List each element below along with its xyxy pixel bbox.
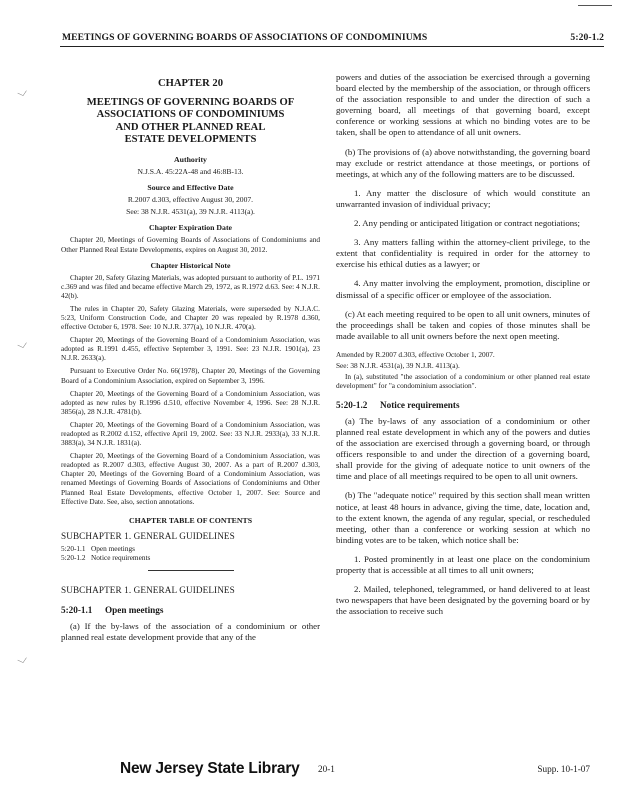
toc-entry-title: Notice requirements	[91, 552, 151, 562]
history-paragraph: Chapter 20, Meetings of the Governing Board of a Condominium Association, was adopted as new rules by R.1996 d.510, effective November 4, 1996. See: 28 N.J.R. 3856(a), 28 N.J.R. 4781(b).	[61, 388, 320, 416]
chapter-title-line: ASSOCIATIONS OF CONDOMINIUMS	[96, 109, 285, 121]
list-item: 2. Any pending or anticipated litigation or contract negotiations;	[354, 218, 580, 229]
section-paragraph: powers and duties of the association be exercised through a governing board elected by the membership of the association, or through officers of the association responsible to and under the direction of such a governing board, all meetings of that governing board, except conference or working sessions at which no binding votes are to be taken, shall be open to attendance of all unit owners.	[336, 72, 590, 138]
chapter-title-line: ESTATE DEVELOPMENTS	[124, 134, 257, 146]
running-head-section: 5:20-1.2	[570, 32, 604, 43]
history-paragraph: Chapter 20, Meetings of the Governing Board of a Condominium Association, was adopted as R.1991 d.455, effective September 3, 1991. See: 23 N.J.R. 1901(a), 23 N.J.R. 2633(a).	[61, 335, 320, 363]
section-title: Open meetings	[105, 604, 164, 615]
section-heading	[336, 400, 590, 410]
chapter-title-line: AND OTHER PLANNED REAL	[115, 121, 266, 133]
toc-entry[interactable]	[61, 544, 320, 553]
section-paragraph: (a) If the by-laws of the association of a condominium or other planned real estate development provide that any of the	[61, 620, 320, 642]
running-head	[62, 32, 604, 46]
section-paragraph: (a) The by-laws of any association of a condominium or other planned real estate development in which any of the powers and duties of the association are exercised through a governing board, or through officers responsible to and under the direction of a governing board, shall provide for the giving of adequate notice to unit owners of the time and place of all meetings required to be open to all unit owners.	[336, 415, 590, 482]
history-paragraph: Chapter 20, Meetings of the Governing Board of a Condominium Association, was readopted as R.2002 d.152, effective April 19, 2002. See: 33 N.J.R. 2933(a), 33 N.J.R. 3883(a), 34 N.J.R. 1831(a).	[61, 419, 320, 448]
toc-subchapter: SUBCHAPTER 1. GENERAL GUIDELINES	[61, 530, 235, 541]
toc-divider	[148, 570, 234, 571]
source-heading: Source and Effective Date	[147, 183, 234, 193]
amendment-line: See: 38 N.J.R. 4531(a), 39 N.J.R. 4113(a).	[336, 360, 460, 370]
library-watermark: New Jersey State Library	[120, 760, 300, 777]
section-number: 5:20-1.2	[336, 399, 368, 410]
amendment-line: Amended by R.2007 d.303, effective October 1, 2007.	[336, 349, 495, 359]
left-column	[61, 78, 320, 651]
page-footer	[0, 760, 618, 784]
margin-check-mark: ﹀	[17, 657, 30, 672]
expiration-text: Chapter 20, Meetings of Governing Boards of Associations of Condominiums and Other Planned Real Estate Developments, expires on August 30, 2012.	[61, 235, 320, 254]
authority-heading: Authority	[174, 154, 207, 164]
list-item: 1. Any matter the disclosure of which would constitute an unwarranted invasion of individual privacy;	[336, 187, 590, 209]
history-paragraph: Chapter 20, Meetings of the Governing Board of a Condominium Association, was readopted as R.2007 d.303, effective August 30, 2007. As a part of R.2007 d.303, Chapter 20, Meetings of the Governing Board of a Condominium Association, was renamed Meetings of Governing Boards of Associations of Condominiums and Other Planned Real Estate Developments, effective October 1, 2007. See: Source and Effective Date. See, also, section annotations.	[61, 451, 320, 506]
toc-entry-title: Open meetings	[91, 543, 135, 553]
history-paragraph: Chapter 20, Safety Glazing Materials, was adopted pursuant to authority of P.L. 1971 c.369 and was filed and became effective March 29, 1972, as R.1972 d.63. See: 4 N.J.R. 42(b).	[61, 272, 320, 300]
list-item: 4. Any matter involving the employment, promotion, discipline or dismissal of a specific officer or employee of the association.	[336, 278, 590, 300]
toc-entry-number: 5:20-1.1	[61, 543, 86, 553]
section-title: Notice requirements	[380, 399, 460, 410]
authority-text: N.J.S.A. 45:22A-48 and 46:8B-13.	[137, 166, 244, 176]
margin-check-mark: ﹀	[17, 90, 30, 105]
amendment-note: In (a), substituted "the association of a condominium or other planned real estate development" for "a condominium association".	[336, 371, 590, 390]
corner-scan-mark	[578, 5, 612, 6]
history-paragraph: Pursuant to Executive Order No. 66(1978), Chapter 20, Meetings of the Governing Board of a Condominium Association, expired on September 3, 1996.	[61, 366, 320, 385]
chapter-number: CHAPTER 20	[157, 78, 224, 89]
subchapter-heading: SUBCHAPTER 1. GENERAL GUIDELINES	[61, 584, 235, 595]
toc-entry[interactable]	[61, 553, 320, 562]
section-heading	[61, 605, 320, 615]
source-line: See: 38 N.J.R. 4531(a), 39 N.J.R. 4113(a).	[126, 206, 255, 216]
page-number: 20-1	[318, 764, 335, 774]
section-paragraph: (b) The "adequate notice" required by this section shall mean written notice, at least 48 hours in advance, giving the time, date, location and, to the extent known, the agenda of any regular, special, or rescheduled meeting, other than a conference or working session at which no binding votes are to be taken, which notice shall be:	[336, 490, 590, 545]
supplement-date: Supp. 10-1-07	[537, 764, 590, 774]
right-column	[336, 72, 590, 625]
chapter-title-line: MEETINGS OF GOVERNING BOARDS OF	[86, 97, 295, 108]
header-rule	[60, 46, 604, 47]
toc-heading: CHAPTER TABLE OF CONTENTS	[128, 515, 253, 525]
chapter-title	[61, 97, 320, 147]
running-head-title: MEETINGS OF GOVERNING BOARDS OF ASSOCIATIONS OF CONDOMINIUMS	[62, 32, 428, 43]
margin-check-mark: ﹀	[17, 342, 30, 357]
list-item: 2. Mailed, telephoned, telegrammed, or hand delivered to at least two newspapers that have been designated by the governing board or by the association to receive such	[336, 584, 590, 617]
section-paragraph: (c) At each meeting required to be open to all unit owners, minutes of the proceedings shall be taken and copies of those minutes shall be made available to all unit owners before the next open meeting.	[336, 308, 590, 341]
list-item: 3. Any matters falling within the attorney-client privilege, to the extent that confidentiality is required in order for the attorney to exercise his ethical duties as a lawyer; or	[336, 237, 590, 270]
history-heading: Chapter Historical Note	[150, 260, 231, 270]
section-paragraph: (b) The provisions of (a) above notwithstanding, the governing board may exclude or restrict attendance at those meetings, or portions of meetings, at which any of the following matters are to be discussed.	[336, 146, 590, 179]
list-item: 1. Posted prominently in at least one place on the condominium property that is accessible at all times to all unit owners;	[336, 553, 590, 575]
toc-entry-number: 5:20-1.2	[61, 552, 86, 562]
history-paragraph: The rules in Chapter 20, Safety Glazing Materials, were superseded by N.J.A.C. 5:23, Uniform Construction Code, and Chapter 20 was repealed by R.1978 d.360, effective October 6, 1978. See: 10 N.J.R. 377(a), 10 N.J.R. 470(a).	[61, 303, 320, 332]
section-number: 5:20-1.1	[61, 604, 93, 615]
source-line: R.2007 d.303, effective August 30, 2007.	[127, 195, 254, 205]
expiration-heading: Chapter Expiration Date	[148, 223, 233, 233]
